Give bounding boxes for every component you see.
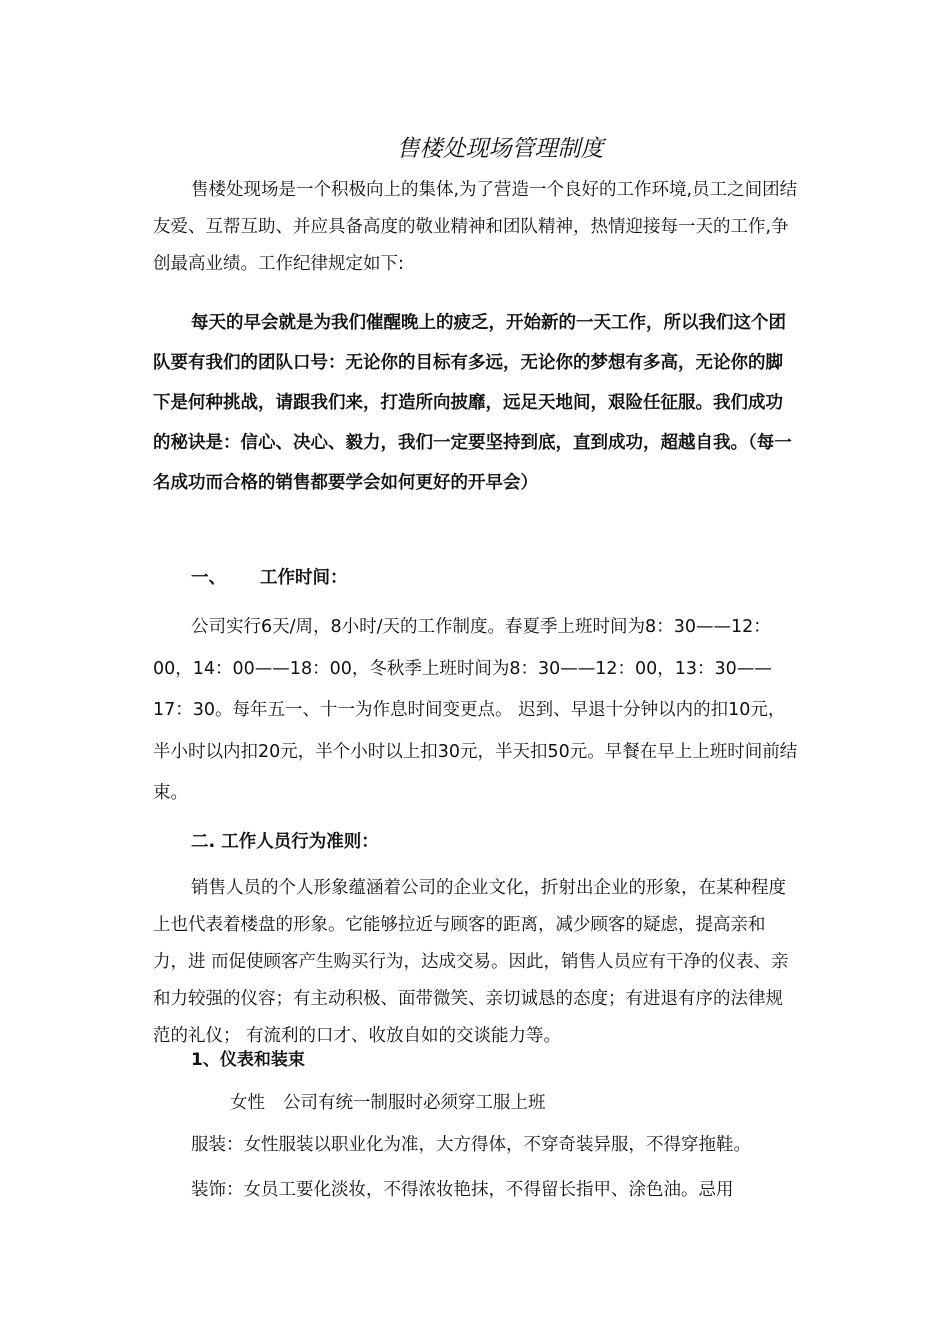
clothing-rule: 服装：女性服装以职业化为准，大方得体，不穿奇装异服，不得穿拖鞋。 bbox=[191, 1135, 751, 1155]
team-motto-paragraph: 每天的早会就是为我们催醒晚上的疲乏，开始新的一天工作，所以我们这个团队要有我们的团队口号：无论你的目标有多远，无论你的梦想有多高，无论你的脚下是何种挑战，请跟我们来，打造所向披靡，远足天地间，艰险任征服。我们成功的秘诀是：信心、决心、毅力，我们一定要坚持到底，直到成功，超越自我。（每一名成功而合格的销售都要学会如何更好的开早会） bbox=[153, 313, 792, 493]
work-time-paragraph: 公司实行6天/周，8小时/天的工作制度。春夏季上班时间为8：30——12：00，14：00——18：00，冬秋季上班时间为8：30——12：00，13：30——17：30。每年五一、十一为作息时间变更点。 迟到、早退十分钟以内的扣10元，半小时以内扣20元，半个小时以上扣30元，半天扣50元。早餐在早上上班时间前结束。 bbox=[153, 617, 798, 803]
section-2-heading: 二. 工作人员行为准则： bbox=[191, 832, 379, 852]
document-title: 售楼处现场管理制度 bbox=[396, 136, 604, 162]
section-1-heading bbox=[191, 563, 348, 593]
female-label: 女性 bbox=[230, 1093, 265, 1113]
female-uniform-text: 公司有统一制服时必须穿工服上班 bbox=[283, 1093, 546, 1113]
section-1-number: 一、 bbox=[191, 568, 226, 588]
conduct-paragraph: 销售人员的个人形象蕴涵着公司的企业文化，折射出企业的形象，在某种程度上也代表着楼盘的形象。它能够拉近与顾客的距离，减少顾客的疑虑，提高亲和力，进 而促使顾客产生购买行为，达成交易。因此，销售人员应有干净的仪表、亲和力较强的仪容；有主动积极、面带微笑、亲切诚恳的态度；有进退有序的法律规范的礼仪； 有流利的口才、收放自如的交谈能力等。 bbox=[153, 878, 789, 1046]
intro-paragraph: 售楼处现场是一个积极向上的集体,为了营造一个良好的工作环境,员工之间团结友爱、互帮互助、并应具备高度的敬业精神和团队精神，热情迎接每一天的工作,争创最高业绩。工作纪律规定如下: bbox=[153, 180, 798, 274]
female-uniform-line bbox=[230, 1088, 546, 1118]
section-1-title: 工作时间： bbox=[260, 568, 348, 588]
decoration-rule: 装饰：女员工要化淡妆，不得浓妆艳抹，不得留长指甲、涂色油。忌用 bbox=[191, 1180, 734, 1200]
subsection-1-heading: 1、仪表和装束 bbox=[191, 1050, 305, 1070]
